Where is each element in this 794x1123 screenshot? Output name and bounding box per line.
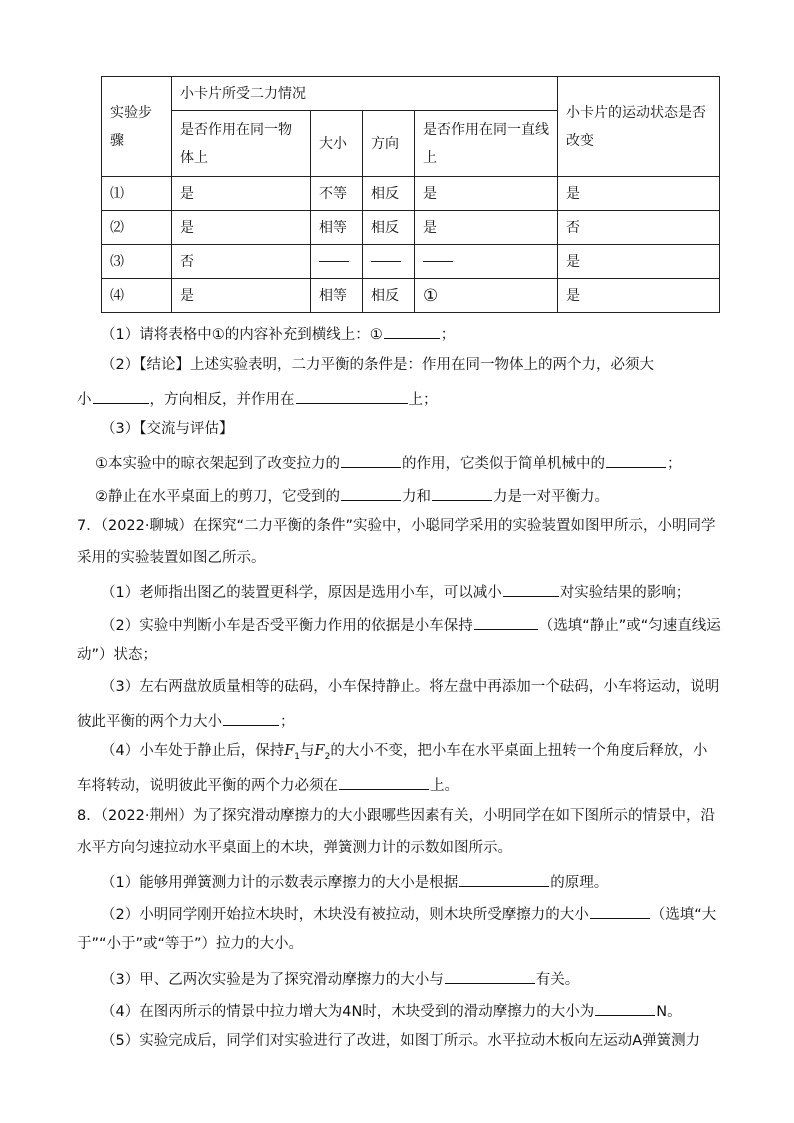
q8-part5: （5）实验完成后，同学们对实验进行了改进，如图丁所示。水平拉动木板向左运动A弹簧测力 — [101, 1033, 701, 1049]
cell-same-object: 是 — [172, 279, 311, 313]
q8-stem: 8．（2022·荆州）为了探究滑动摩擦力的大小跟哪些因素有关，小明同学在如下图所示的情景中，沿 — [77, 808, 715, 824]
cell-same-object: 是 — [172, 177, 311, 211]
answer-blank[interactable] — [459, 870, 549, 887]
q7-part3-cont: 彼此平衡的两个力大小 ； — [77, 709, 295, 732]
table-row — [102, 211, 720, 245]
header-direction: 方向 — [363, 111, 415, 177]
cell-direction: 相反 — [363, 211, 415, 245]
cell-step: ⑴ — [102, 177, 172, 211]
answer-blank[interactable] — [341, 451, 401, 468]
cell-same-line-dash — [415, 245, 558, 279]
q7-part3: （3）左右两盘放质量相等的砝码，小车保持静止。将左盘中再添加一个砝码，小车将运动，说明 — [101, 679, 720, 695]
cell-same-object: 是 — [172, 211, 311, 245]
cell-size-dash — [311, 245, 363, 279]
answer-blank[interactable] — [223, 709, 279, 726]
header-motion: 小卡片的运动状态是否改变 — [558, 77, 720, 177]
table-row — [102, 245, 720, 279]
header-same-line: 是否作用在同一直线上 — [415, 111, 558, 177]
cell-direction: 相反 — [363, 279, 415, 313]
answer-blank[interactable] — [503, 580, 559, 597]
q6-part3-item2: ②静止在水平桌面上的剪刀，它受到的 力和 力是一对平衡力。 — [95, 484, 609, 507]
q7-stem-cont: 采用的实验装置如图乙所示。 — [77, 550, 266, 566]
q7-stem: 7．（2022·聊城）在探究“二力平衡的条件”实验中，小聪同学采用的实验装置如图甲所示，小明同学 — [77, 518, 716, 534]
cell-step: ⑷ — [102, 279, 172, 313]
answer-blank[interactable] — [296, 387, 408, 404]
header-step: 实验步骤 — [102, 77, 172, 177]
answer-blank[interactable] — [595, 999, 655, 1016]
cell-motion: 是 — [558, 245, 720, 279]
q6-part3: （3）【交流与评估】 — [101, 421, 234, 437]
q6-part3-item1: ①本实验中的晾衣架起到了改变拉力的 的作用，它类似于简单机械中的 ； — [95, 451, 682, 474]
cell-step: ⑵ — [102, 211, 172, 245]
answer-blank[interactable] — [93, 387, 149, 404]
answer-blank[interactable] — [590, 902, 650, 919]
answer-blank[interactable] — [339, 773, 429, 790]
answer-blank[interactable] — [606, 451, 666, 468]
cell-direction: 相反 — [363, 177, 415, 211]
header-same-object: 是否作用在同一物体上 — [172, 111, 311, 177]
answer-blank[interactable] — [341, 484, 401, 501]
q8-stem-cont: 水平方向匀速拉动水平桌面上的木块，弹簧测力计的示数如图所示。 — [77, 840, 512, 856]
header-force-group: 小卡片所受二力情况 — [172, 77, 558, 111]
q7-part2-cont: 动”）状态； — [77, 647, 158, 663]
cell-size: 不等 — [311, 177, 363, 211]
q7-part4-cont: 车将转动，说明彼此平衡的两个力必须在 上。 — [77, 773, 459, 796]
cell-same-line: 是 — [415, 177, 558, 211]
q6-part2: （2）【结论】上述实验表明，二力平衡的条件是：作用在同一物体上的两个力，必须大 — [101, 357, 654, 373]
q7-part1: （1）老师指出图乙的装置更科学，原因是选用小车，可以减小 对实验结果的影响； — [101, 580, 690, 603]
q8-part2-cont: 于”“小于”或“等于”）拉力的大小。 — [77, 936, 304, 952]
q6-part2-cont: 小 ，方向相反，并作用在 上； — [77, 387, 438, 410]
q7-part4: （4）小车处于静止后，保持$F_1$与$F_2$的大小不变，把小车在水平桌面上扭转一个角度后释放，小 — [101, 743, 708, 762]
cell-motion: 否 — [558, 211, 720, 245]
q8-part4: （4）在图丙所示的情景中拉力增大为4N时，木块受到的滑动摩擦力的大小为 N。 — [101, 999, 682, 1022]
q8-part3: （3）甲、乙两次实验是为了探究滑动摩擦力的大小与 有关。 — [101, 967, 579, 990]
q7-part2: （2）实验中判断小车是否受平衡力作用的依据是小车保持 （选填“静止”或“匀速直线运 — [101, 613, 721, 636]
answer-blank[interactable] — [445, 967, 535, 984]
cell-motion: 是 — [558, 279, 720, 313]
cell-same-line: 是 — [415, 211, 558, 245]
table-row — [102, 279, 720, 313]
cell-same-line: ① — [415, 279, 558, 313]
q6-part1: （1）请将表格中①的内容补充到横线上：① ； — [101, 322, 455, 345]
cell-step: ⑶ — [102, 245, 172, 279]
cell-size: 相等 — [311, 211, 363, 245]
q8-part2: （2）小明同学刚开始拉木块时，木块没有被拉动，则木块所受摩擦力的大小 （选填“大 — [101, 902, 716, 925]
q8-part1: （1）能够用弹簧测力计的示数表示摩擦力的大小是根据 的原理。 — [101, 870, 608, 893]
table-row — [102, 177, 720, 211]
cell-direction-dash — [363, 245, 415, 279]
answer-blank[interactable] — [384, 322, 440, 339]
cell-motion: 是 — [558, 177, 720, 211]
header-size: 大小 — [311, 111, 363, 177]
experiment-table — [101, 76, 720, 313]
answer-blank[interactable] — [432, 484, 492, 501]
cell-same-object: 否 — [172, 245, 311, 279]
answer-blank[interactable] — [474, 613, 538, 630]
cell-size: 相等 — [311, 279, 363, 313]
